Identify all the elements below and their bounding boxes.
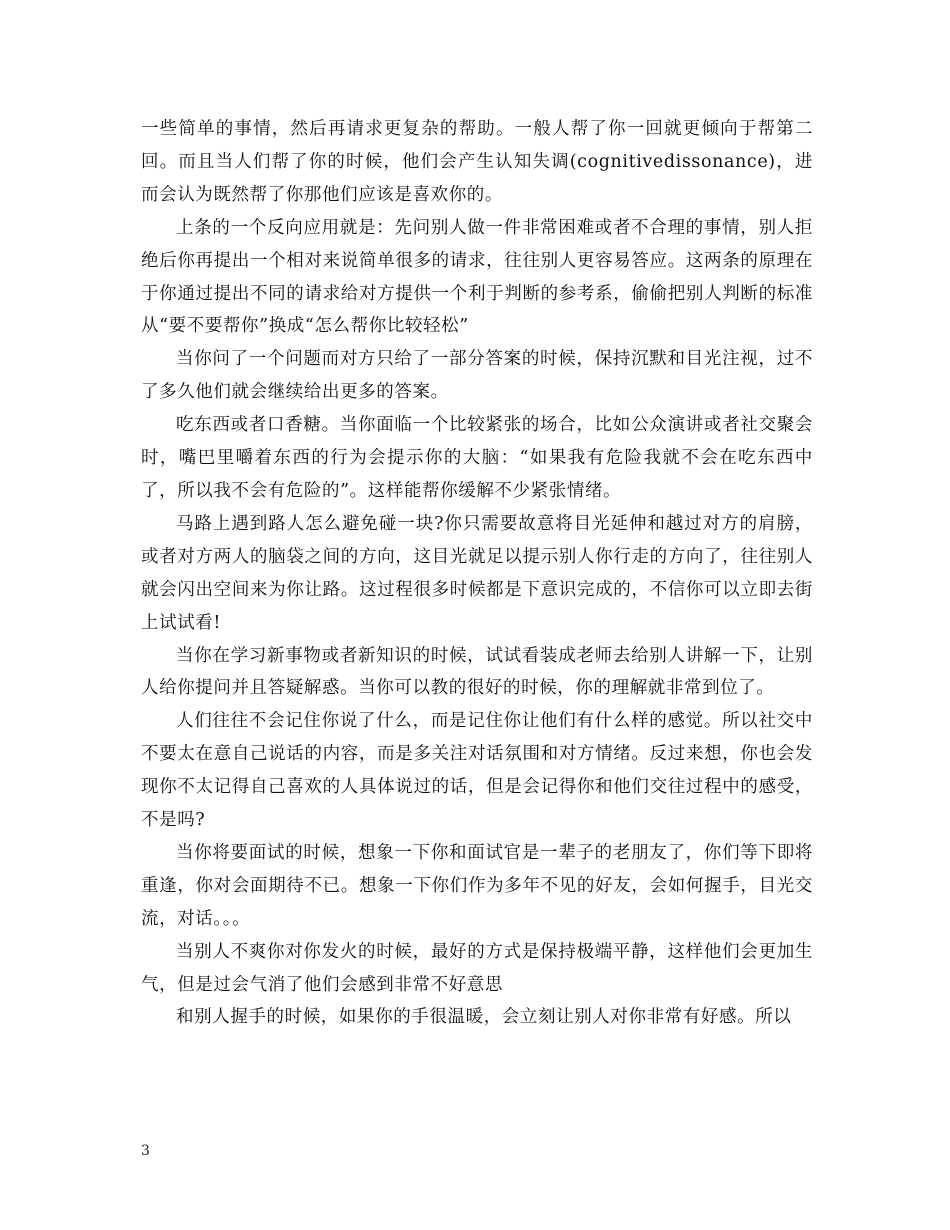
paragraph: 和别人握手的时候，如果你的手很温暖，会立刻让别人对你非常有好感。所以: [176, 1007, 792, 1028]
paragraph: 当别人不爽你对你发火的时候，最好的方式是保持极端平静，这样他们会更加生气，但是过会气消了他们会感到非常不好意思: [141, 941, 813, 995]
paragraph: 吃东西或者口香糖。当你面临一个比较紧张的场合，比如公众演讲或者社交聚会时，嘴巴里嚼着东西的行为会提示你的大脑：“如果我有危险我就不会在吃东西中了，所以我不会有危险的”。这样能帮你缓解不少紧张情绪。: [141, 415, 813, 501]
paragraph: 当你问了一个问题而对方只给了一部分答案的时候，保持沉默和目光注视，过不了多久他们就会继续给出更多的答案。: [141, 349, 813, 403]
paragraph: 上条的一个反向应用就是：先问别人做一件非常困难或者不合理的事情，别人拒绝后你再提出一个相对来说简单很多的请求，往往别人更容易答应。这两条的原理在于你通过提出不同的请求给对方提供一个利于判断的参考系，偷偷把别人判断的标准从“要不要帮你”换成“怎么帮你比较轻松”: [141, 217, 813, 337]
page-number: 3: [141, 1143, 150, 1159]
paragraph: 当你在学习新事物或者新知识的时候，试试看装成老师去给别人讲解一下，让别人给你提问并且答疑解惑。当你可以教的很好的时候，你的理解就非常到位了。: [141, 645, 813, 699]
document-body: [141, 113, 813, 1034]
paragraph: 马路上遇到路人怎么避免碰一块?你只需要故意将目光延伸和越过对方的肩膀，或者对方两人的脑袋之间的方向，这目光就足以提示别人你行走的方向了，往往别人就会闪出空间来为你让路。这过程很多时候都是下意识完成的，不信你可以立即去街上试试看!: [141, 513, 813, 633]
paragraph: 当你将要面试的时候，想象一下你和面试官是一辈子的老朋友了，你们等下即将重逢，你对会面期待不已。想象一下你们作为多年不见的好友，会如何握手，目光交流，对话。。。: [141, 842, 813, 929]
paragraph: 人们往往不会记住你说了什么，而是记住你让他们有什么样的感觉。所以社交中不要太在意自己说话的内容，而是多关注对话氛围和对方情绪。反过来想，你也会发现你不太记得自己喜欢的人具体说过的话，但是会记得你和他们交往过程中的感受，不是吗?: [141, 711, 813, 831]
paragraph: 一些简单的事情，然后再请求更复杂的帮助。一般人帮了你一回就更倾向于帮第二回。而且当人们帮了你的时候，他们会产生认知失调(cognitivedissonance)，进而会认为既然帮了你那他们应该是喜欢你的。: [141, 119, 813, 205]
